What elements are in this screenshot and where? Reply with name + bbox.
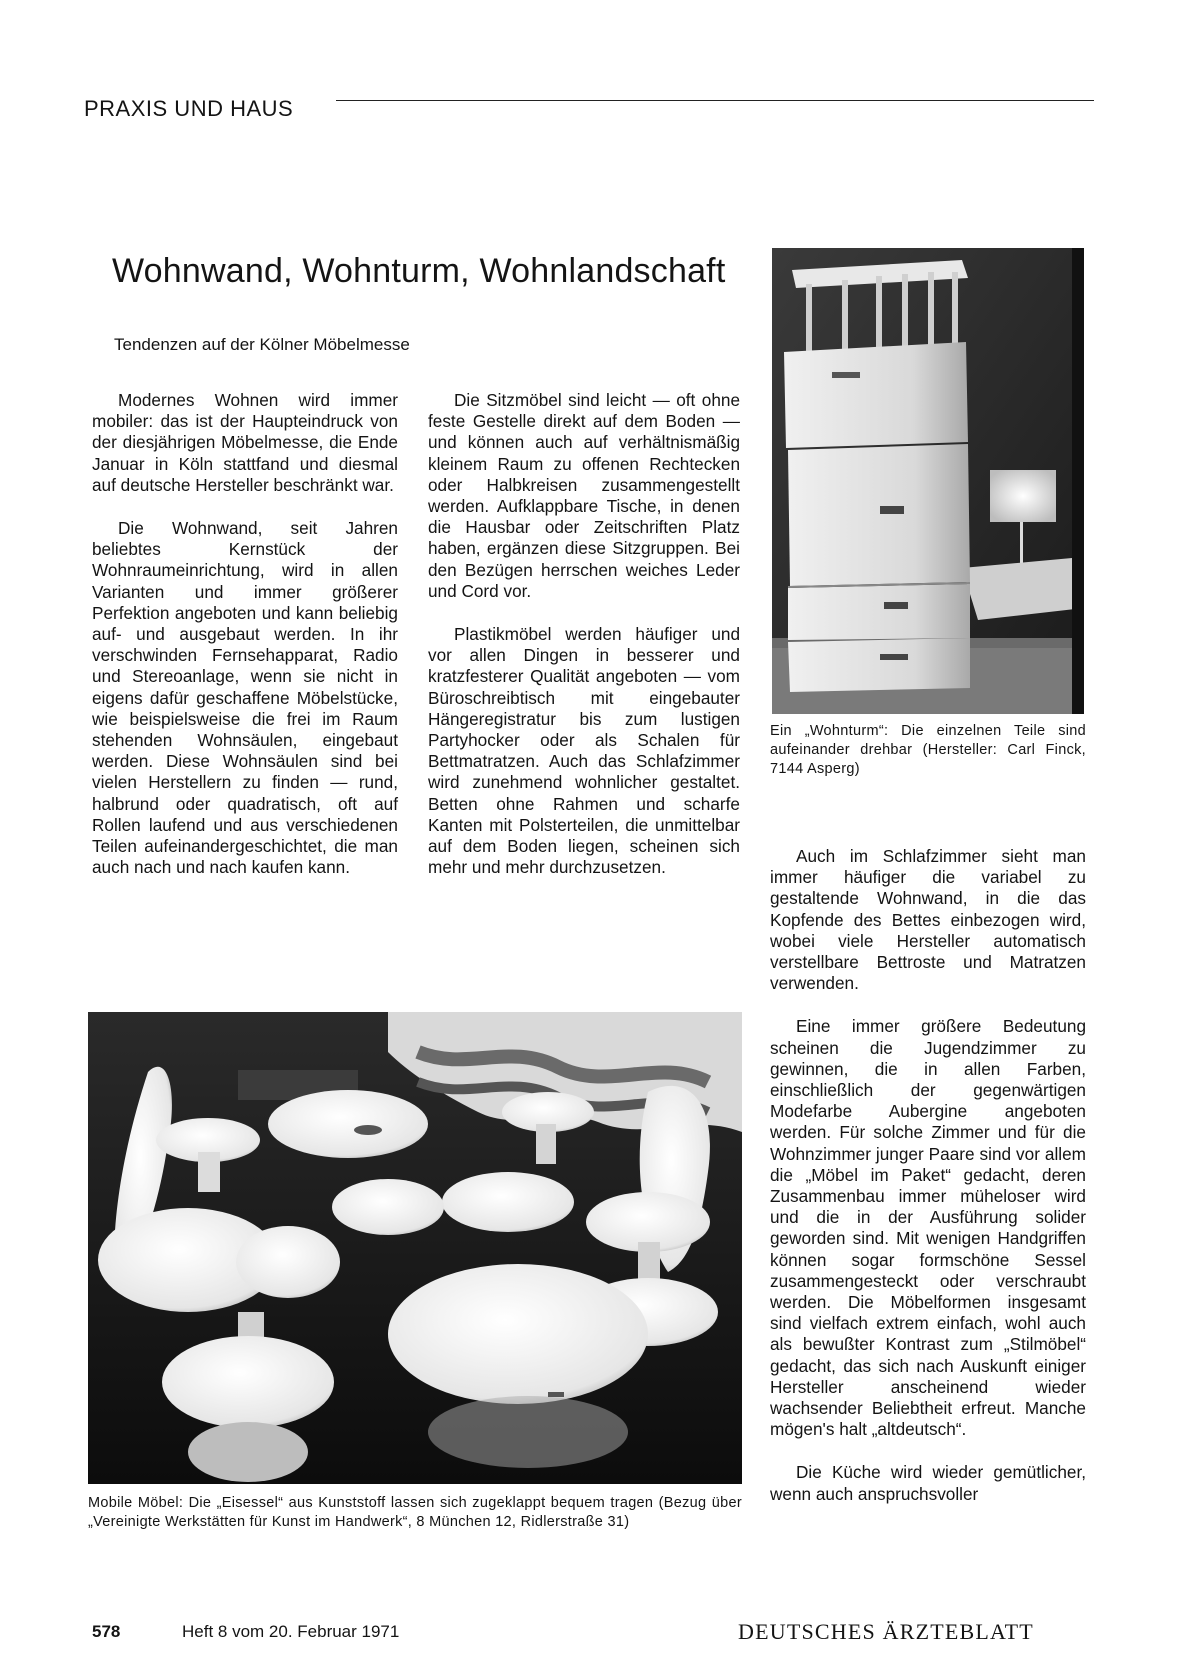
paragraph: Die Sitzmöbel sind leicht — oft ohne feste Gestelle direkt auf dem Boden — und können auch auf verhältnismäßig kleinem Raum zu offenen Rechtecken oder Halbkreisen zusammengestellt werden. Aufklappbare Tische, in denen die Hausbar oder Zeitschriften Platz haben, ergänzen diese Sitzgruppen. Bei den Bezügen herrschen weiches Leder und Cord vor.	[428, 390, 740, 601]
article-title: Wohnwand, Wohnturm, Wohnlandschaft	[112, 252, 726, 290]
paragraph: Auch im Schlafzimmer sieht man immer häufiger die variabel zu gestaltende Wohnwand, in die das Kopfende des Bettes einbezogen wird, wobei viele Hersteller automatisch verstellbare Bettroste und Matratzen verwenden.	[770, 846, 1086, 994]
text-column-2	[428, 390, 740, 878]
issue-line: Heft 8 vom 20. Februar 1971	[182, 1622, 400, 1641]
paragraph: Eine immer größere Bedeutung scheinen die Jugendzimmer zu gewinnen, die in allen Farben, einschließlich der gegenwärtigen Modefarbe Aubergine angeboten werden. Für solche Zimmer und für die Wohnzimmer junger Paare sind vor allem die „Möbel im Paket“ gedacht, deren Zusammenbau immer müheloser wird und die in der Ausführung solider geworden sind. Mit wenigen Handgriffen können sogar formschöne Sessel zusammengesteckt oder verschraubt werden. Die Möbelformen insgesamt sind vielfach extrem einfach, wohl auch als bewußter Kontrast zum „Stilmöbel“ gedacht, das sich nach Auskunft einiger Hersteller anscheinend wieder wachsender Beliebtheit erfreut. Manche mögen's halt „altdeutsch“.	[770, 1016, 1086, 1440]
wohnturm-caption: Ein „Wohnturm“: Die einzelnen Teile sind aufeinander drehbar (Hersteller: Carl Finck, 7144 Asperg)	[770, 723, 1086, 777]
paragraph: Modernes Wohnen wird immer mobiler: das ist der Haupteindruck von der diesjährigen Möbelmesse, die Ende Januar in Köln stattfand und diesmal auf deutsche Hersteller beschränkt war.	[92, 390, 398, 495]
header-rule	[336, 100, 1094, 101]
text-column-3	[770, 846, 1086, 1505]
eisessel-caption: Mobile Möbel: Die „Eisessel“ aus Kunststoff lassen sich zugeklappt bequem tragen (Bezug über „Vereinigte Werkstätten für Kunst im Handwerk“, 8 München 12, Ridlerstraße 31)	[88, 1495, 742, 1530]
section-header: PRAXIS UND HAUS	[84, 96, 294, 121]
publication-name: DEUTSCHES ÄRZTEBLATT	[738, 1619, 1034, 1644]
paragraph: Die Küche wird wieder gemütlicher, wenn auch anspruchsvoller	[770, 1462, 1086, 1504]
article-subtitle: Tendenzen auf der Kölner Möbelmesse	[114, 335, 410, 354]
text-column-1	[92, 390, 398, 878]
eisessel-photo	[88, 1012, 742, 1484]
paragraph: Plastikmöbel werden häufiger und vor allen Dingen in besserer und kratzfesterer Qualität angeboten — vom Büroschreibtisch mit eingebauter Hängeregistratur bis zum lustigen Partyhocker oder als Schalen für Bettmatratzen. Auch das Schlafzimmer wird zunehmend wohnlicher gestaltet. Betten ohne Rahmen und scharfe Kanten mit Polsterteilen, die unmittelbar auf dem Boden liegen, scheinen sich mehr und mehr durchzusetzen.	[428, 624, 740, 878]
paragraph: Die Wohnwand, seit Jahren beliebtes Kernstück der Wohnraumeinrichtung, wird in allen Varianten und immer größerer Perfektion angeboten und kann beliebig auf- und ausgebaut werden. In ihr verschwinden Fernsehapparat, Radio und Stereoanlage, wenn sie nicht in eigens dafür geschaffene Möbelstücke, wie beispielsweise die frei im Raum stehenden Wohnsäulen, eingebaut werden. Diese Wohnsäulen sind bei vielen Herstellern zu finden — rund, halbrund oder quadratisch, oft auf Rollen laufend und aus verschiedenen Teilen aufeinandergeschichtet, die man auch nach und nach kaufen kann.	[92, 518, 398, 878]
page-number: 578	[92, 1622, 121, 1641]
wohnturm-photo	[772, 248, 1084, 714]
